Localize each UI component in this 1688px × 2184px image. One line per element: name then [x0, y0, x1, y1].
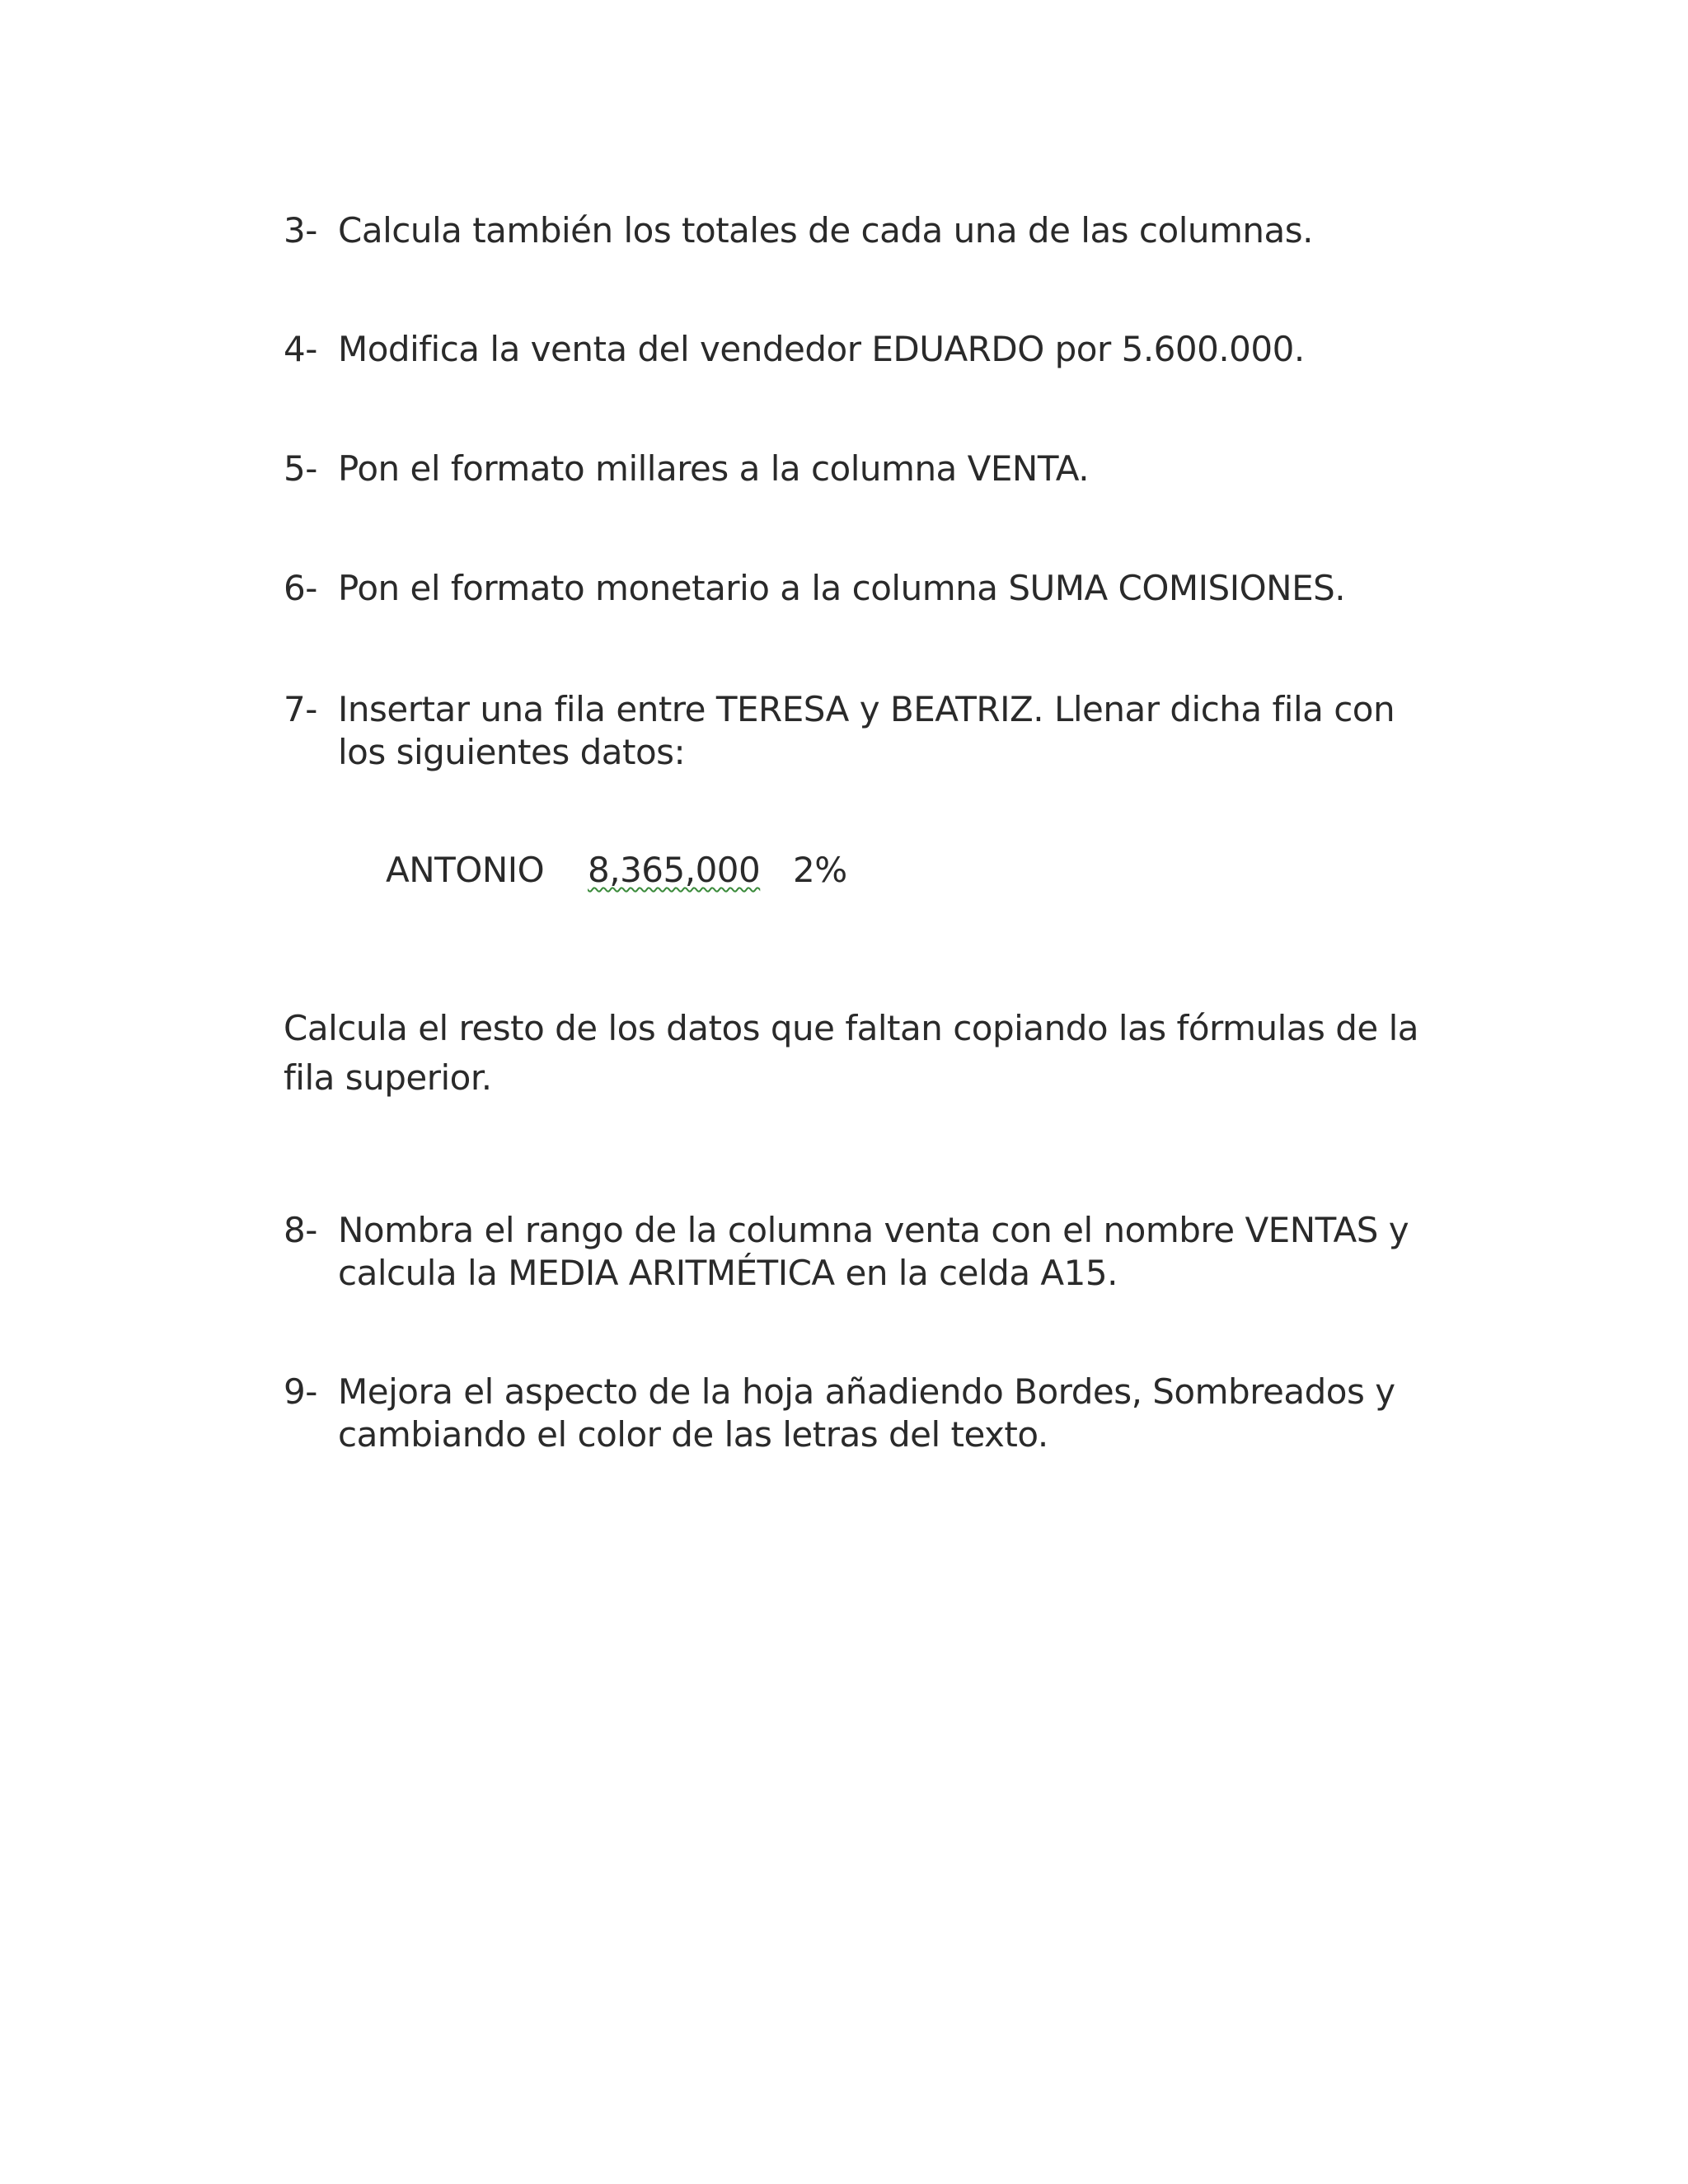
row-name: ANTONIO — [386, 850, 545, 890]
item-number: 7- — [284, 689, 317, 729]
item-text: Pon el formato monetario a la columna SUMA COMISIONES. — [338, 568, 1346, 608]
instruction-item-8 — [284, 1209, 1437, 1295]
instruction-item-4 — [284, 328, 1437, 371]
row-venta: 8,365,000 — [588, 850, 761, 890]
instruction-item-6 — [284, 567, 1437, 610]
instruction-paragraph: Calcula el resto de los datos que faltan copiando las fórmulas de la fila superior. — [284, 1008, 1418, 1098]
item-text: Pon el formato millares a la columna VENTA. — [338, 448, 1090, 489]
item-number: 3- — [284, 210, 317, 251]
item-number: 6- — [284, 568, 317, 608]
instruction-item-5 — [284, 448, 1437, 490]
item-number: 8- — [284, 1210, 317, 1250]
instruction-item-3 — [284, 209, 1437, 252]
item-text: Nombra el rango de la columna venta con el nombre VENTAS y calcula la MEDIA ARITMÉTICA en la celda A15. — [338, 1210, 1409, 1293]
item-number: 4- — [284, 329, 317, 369]
item-text: Mejora el aspecto de la hoja añadiendo Bordes, Sombreados y cambiando el color de las letras del texto. — [338, 1371, 1395, 1455]
item-number: 5- — [284, 448, 317, 489]
item-text: Calcula también los totales de cada una de las columnas. — [338, 210, 1313, 251]
item-text: Modifica la venta del vendedor EDUARDO por 5.600.000. — [338, 329, 1305, 369]
row-percentage: 2% — [793, 850, 847, 890]
item-text: Insertar una fila entre TERESA y BEATRIZ. Llenar dicha fila con los siguientes datos: — [338, 689, 1395, 772]
instruction-item-9 — [284, 1371, 1437, 1456]
item-number: 9- — [284, 1371, 317, 1412]
instruction-item-7 — [284, 688, 1437, 774]
